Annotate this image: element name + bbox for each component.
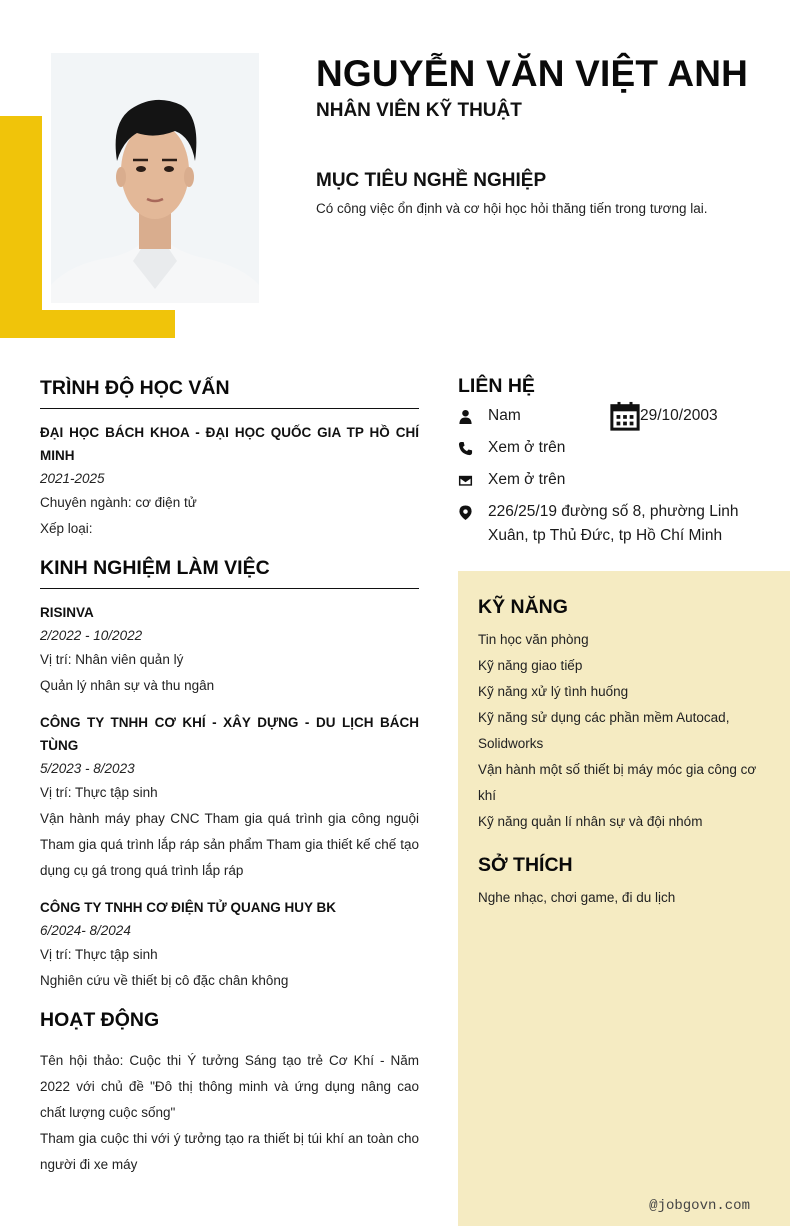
school-name: ĐẠI HỌC BÁCH KHOA - ĐẠI HỌC QUỐC GIA TP HỒ CHÍ MINH (40, 425, 419, 463)
contact-section (458, 372, 778, 556)
contact-row-address (458, 500, 778, 548)
skills-heading: KỸ NĂNG (478, 596, 568, 618)
skill-item: Vận hành một số thiết bị máy móc gia công cơ khí (478, 762, 757, 803)
company-name: CÔNG TY TNHH CƠ ĐIỆN TỬ QUANG HUY BK (40, 900, 336, 915)
experience-description: Quản lý nhân sự và thu ngân (40, 678, 215, 693)
company-name: RISINVA (40, 605, 94, 620)
experience-description: Vận hành máy phay CNC Tham gia quá trình gia công nguội Tham gia quá trình lắp ráp sản phẩm Tham gia thiết kế chế tạo dụng cụ gá trong quá trình lắp ráp (40, 811, 419, 878)
header (316, 52, 776, 216)
hobbies-heading: SỞ THÍCH (478, 854, 573, 876)
contact-row-phone (458, 436, 778, 460)
portrait-illustration (51, 53, 259, 303)
activity-item: Tên hội thảo: Cuộc thi Ý tưởng Sáng tạo trẻ Cơ Khí - Năm 2022 với chủ đề "Đô thị thông minh và ứng dụng nâng cao chất lượng cuộc sống" (40, 1053, 419, 1120)
map-pin-icon (458, 500, 488, 524)
contact-row-gender-birthday (458, 404, 778, 428)
education-rank: Xếp loại: (40, 521, 93, 536)
experience-period: 5/2023 - 8/2023 (40, 761, 135, 776)
experience-position: Vị trí: Thực tập sinh (40, 947, 158, 962)
objective-text: Có công việc ổn định và cơ hội học hỏi thăng tiến trong tương lai. (316, 201, 708, 216)
activities-heading: HOẠT ĐỘNG (40, 1009, 160, 1031)
hobbies-text: Nghe nhạc, chơi game, đi du lịch (478, 890, 676, 905)
company-name: CÔNG TY TNHH CƠ KHÍ - XÂY DỰNG - DU LỊCH BÁCH TÙNG (40, 715, 419, 753)
experience-entry (40, 601, 419, 699)
contact-row-email (458, 468, 778, 492)
left-column (40, 374, 419, 1178)
experience-position: Vị trí: Thực tập sinh (40, 785, 158, 800)
experience-period: 6/2024- 8/2024 (40, 923, 131, 938)
experience-description: Nghiên cứu về thiết bị cô đặc chân không (40, 973, 289, 988)
education-period: 2021-2025 (40, 471, 105, 486)
email-value[interactable]: Xem ở trên (488, 471, 566, 488)
activities-section (40, 1006, 419, 1178)
education-entry (40, 421, 419, 542)
education-section (40, 374, 419, 542)
calendar-icon (610, 404, 640, 428)
education-heading: TRÌNH ĐỘ HỌC VẤN (40, 374, 419, 409)
accent-block-vertical (0, 116, 42, 338)
experience-position: Vị trí: Nhân viên quản lý (40, 652, 184, 667)
skill-item: Kỹ năng giao tiếp (478, 658, 583, 673)
experience-period: 2/2022 - 10/2022 (40, 628, 143, 643)
profile-photo (51, 53, 259, 303)
experience-entry (40, 896, 419, 994)
skill-item: Kỹ năng quản lí nhân sự và đội nhóm (478, 814, 703, 829)
skill-item: Kỹ năng sử dụng các phần mềm Autocad, Solidworks (478, 710, 730, 751)
contact-heading: LIÊN HỆ (458, 375, 535, 397)
accent-block-horizontal (0, 310, 175, 338)
phone-icon (458, 436, 488, 460)
watermark: @jobgovn.com (649, 1198, 750, 1214)
birthday-value: 29/10/2003 (640, 407, 718, 424)
experience-entry (40, 711, 419, 884)
envelope-icon (458, 468, 488, 492)
phone-value[interactable]: Xem ở trên (488, 439, 566, 456)
side-panel (458, 571, 790, 1226)
gender-value: Nam (488, 407, 521, 424)
skills-section (478, 593, 770, 835)
experience-heading: KINH NGHIỆM LÀM VIỆC (40, 554, 419, 589)
job-title: NHÂN VIÊN KỸ THUẬT (316, 100, 522, 121)
skill-item: Tin học văn phòng (478, 632, 589, 647)
experience-section (40, 554, 419, 994)
activity-item: Tham gia cuộc thi với ý tưởng tạo ra thiết bị túi khí an toàn cho người đi xe máy (40, 1131, 419, 1172)
skill-item: Kỹ năng xử lý tình huống (478, 684, 629, 699)
hobbies-section (478, 851, 770, 911)
person-icon (458, 404, 488, 428)
education-major: Chuyên ngành: cơ điện tử (40, 495, 197, 510)
address-value: 226/25/19 đường số 8, phường Linh Xuân, tp Thủ Đức, tp Hồ Chí Minh (488, 503, 739, 544)
objective-heading: MỤC TIÊU NGHỀ NGHIỆP (316, 170, 547, 191)
candidate-name: NGUYỄN VĂN VIỆT ANH (316, 53, 749, 94)
